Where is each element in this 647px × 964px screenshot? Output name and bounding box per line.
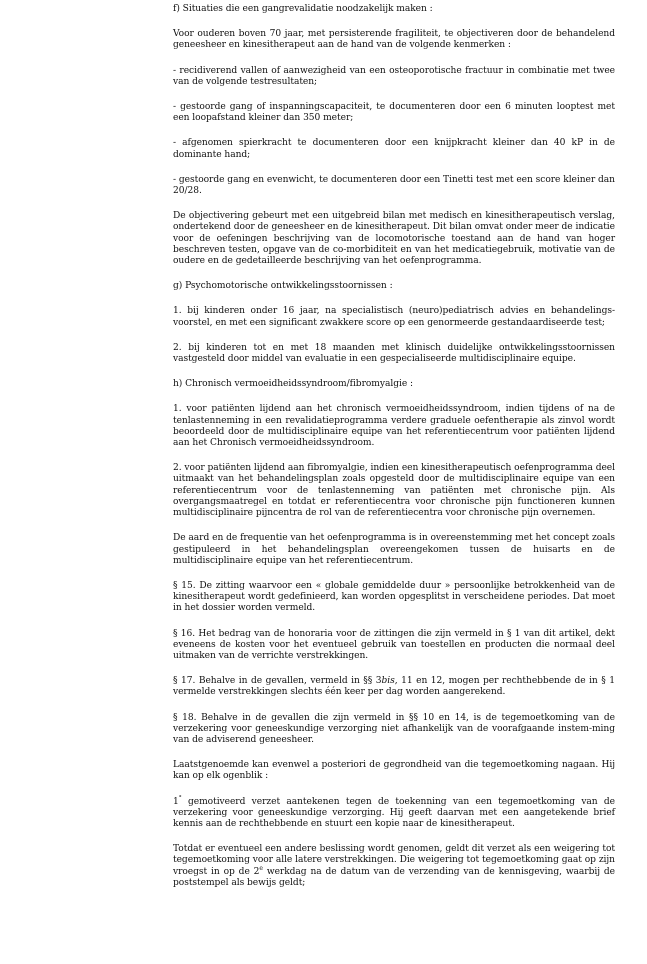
final-paragraph-sup: e [259,864,263,872]
a-posteriori-paragraph: Laatstgenoemde kan evenwel a posteriori de gegrondheid van die tegemoetkoming nagaan. Hij kan op elk ogenblik : [173,760,615,782]
exercise-program-paragraph: De aard en de frequentie van het oefenprogramma is in overeenstemming met het concept zoals gestipuleerd in het behandelingsplan overeengekomen tussen de huisarts en de multidisciplinaire equipe van het referentiecentrum. [173,533,615,566]
verzet-number: 1 [173,796,179,807]
verzet-text: gemotiveerd verzet aantekenen tegen de toekenning van een tegemoetkoming van de verzekering voor geneeskundige verzorging. Hij geeft daarvan met een aangetekende brief kennis aan de rechthebbende en stuurt een kopie naar de kinesitherapeut. [173,796,615,829]
paragraph-17-before: § 17. Behalve in de gevallen, vermeld in §§ 3 [173,676,382,687]
criterion-walk-test: - gestoorde gang of inspanningscapaciteit, te documenteren door een 6 minuten looptest met een loopafstand kleiner dan 350 meter; [173,102,615,124]
section-g-item-2: 2. bij kinderen tot en met 18 maanden met klinisch duidelijke ontwikkelingsstoornissen vastgesteld door middel van evaluatie in een gespecialiseerde multidisciplinaire equipe. [173,342,615,365]
final-paragraph-before: op zijn vroegst in op de 2 [173,855,615,877]
verzet-paragraph [173,794,615,831]
paragraph-17 [173,676,615,698]
section-h-heading: h) Chronisch vermoeidheidssyndroom/fibromyalgie : [173,379,414,390]
section-h-item-2: 2. voor patiënten lijdend aan fibromyalgie, indien een kinesitherapeutisch oefenprogramma deel uitmaakt van het behandelingsplan zoals opgesteld door de multidisciplinaire equipe van een referentiecentrum voor de tenlastenneming van patiënten met chronische pijn. Als overgangsmaatregel en totdat er referentiecentra voor chronische pijn functioneren kunnen multidisciplinaire pijncentra de rol van de referentiecentra voor chronische pijn overnemen. [173,463,615,519]
paragraph-17-italic: bis [381,676,395,687]
section-g-item-1: 1. bij kinderen onder 16 jaar, na specialistisch (neuro)pediatrisch advies en behandelings-voorstel, en met een significant zwakkere score op een genormeerde gestandaardiseerde test; [173,306,615,328]
paragraph-17-after: , 11 en 12, mogen per rechthebbende de in § 1 vermelde verstrekkingen slechts één keer per dag worden aangerekend. [173,676,615,698]
paragraph-15: § 15. De zitting waarvoor een « globale gemiddelde duur » persoonlijke betrokkenheid van de kinesitherapeut wordt gedefinieerd, kan worden opgesplitst in verscheidene periodes. Dat moet in het dossier worden vermeld. [173,580,615,614]
section-f-intro: Voor ouderen boven 70 jaar, met persisterende fragiliteit, te objectiveren door de behandelend geneesheer en kinesitherapeut aan de hand van de volgende kenmerken : [173,29,615,51]
criterion-grip-strength: - afgenomen spierkracht te documenteren door een knijpkracht kleiner dan 40 kP in de dominante hand; [173,138,615,160]
verzet-degree: ° [178,794,182,802]
document-page [173,4,615,902]
objectivation-paragraph: De objectivering gebeurt met een uitgebreid bilan met medisch en kinesitherapeutisch verslag, ondertekend door de geneesheer en de kinesitherapeut. Dit bilan omvat onder meer de indicatie voor de oefeningen beschrijving van de locomotorische toestand aan de hand van hoger beschreven testen, opgave van de co-morbiditeit en van het medicatiegebruik, motivatie van de oudere en de gedetailleerde beschrijving van het oefenprogramma. [173,211,615,267]
section-h-item-1: 1. voor patiënten lijdend aan het chronisch vermoeidheidssyndroom, indien tijdens of na de tenlastenneming in een revalidatieprogramma verdere graduele oefentherapie als zinvol wordt beoordeeld door de multidisciplinaire equipe van het referentiecentrum voor patiënten lijdend aan het Chronisch vermoeidheidssyndroom. [173,404,615,449]
section-g-heading: g) Psychomotorische ontwikkelingsstoornissen : [173,281,393,292]
final-paragraph [173,844,615,889]
criterion-tinetti: - gestoorde gang en evenwicht, te documenteren door een Tinetti test met een score kleiner dan 20/28. [173,174,615,197]
criterion-falls: - recidiverend vallen of aanwezigheid van een osteoporotische fractuur in combinatie met twee van de volgende testresultaten; [173,65,615,87]
final-paragraph-after: werkdag na de datum van de verzending van de kennisgeving, waarbij de poststempel als bewijs geldt; [173,866,615,888]
final-paragraph-start: Totdat er eventueel een andere beslissing wordt genomen, geldt dit verzet als een weigering tot tegemoetkoming voor alle latere verstrekkingen. Die weigering tot tegemoetkoming gaat [173,844,615,866]
paragraph-18: § 18. Behalve in de gevallen die zijn vermeld in §§ 10 en 14, is de tegemoetkoming van de verzekering voor geneeskundige verzorging niet afhankelijk van de voorafgaande instem-ming van de adviserend geneesheer. [173,712,615,745]
section-f-heading: f) Situaties die een gangrevalidatie noodzakelijk maken : [173,4,433,14]
paragraph-16: § 16. Het bedrag van de honoraria voor de zittingen die zijn vermeld in § 1 van dit artikel, dekt eveneens de kosten voor het eventueel gebruik van toestellen en producten die normaal deel uitmaken van de verrichte verstrekkingen. [173,628,615,661]
